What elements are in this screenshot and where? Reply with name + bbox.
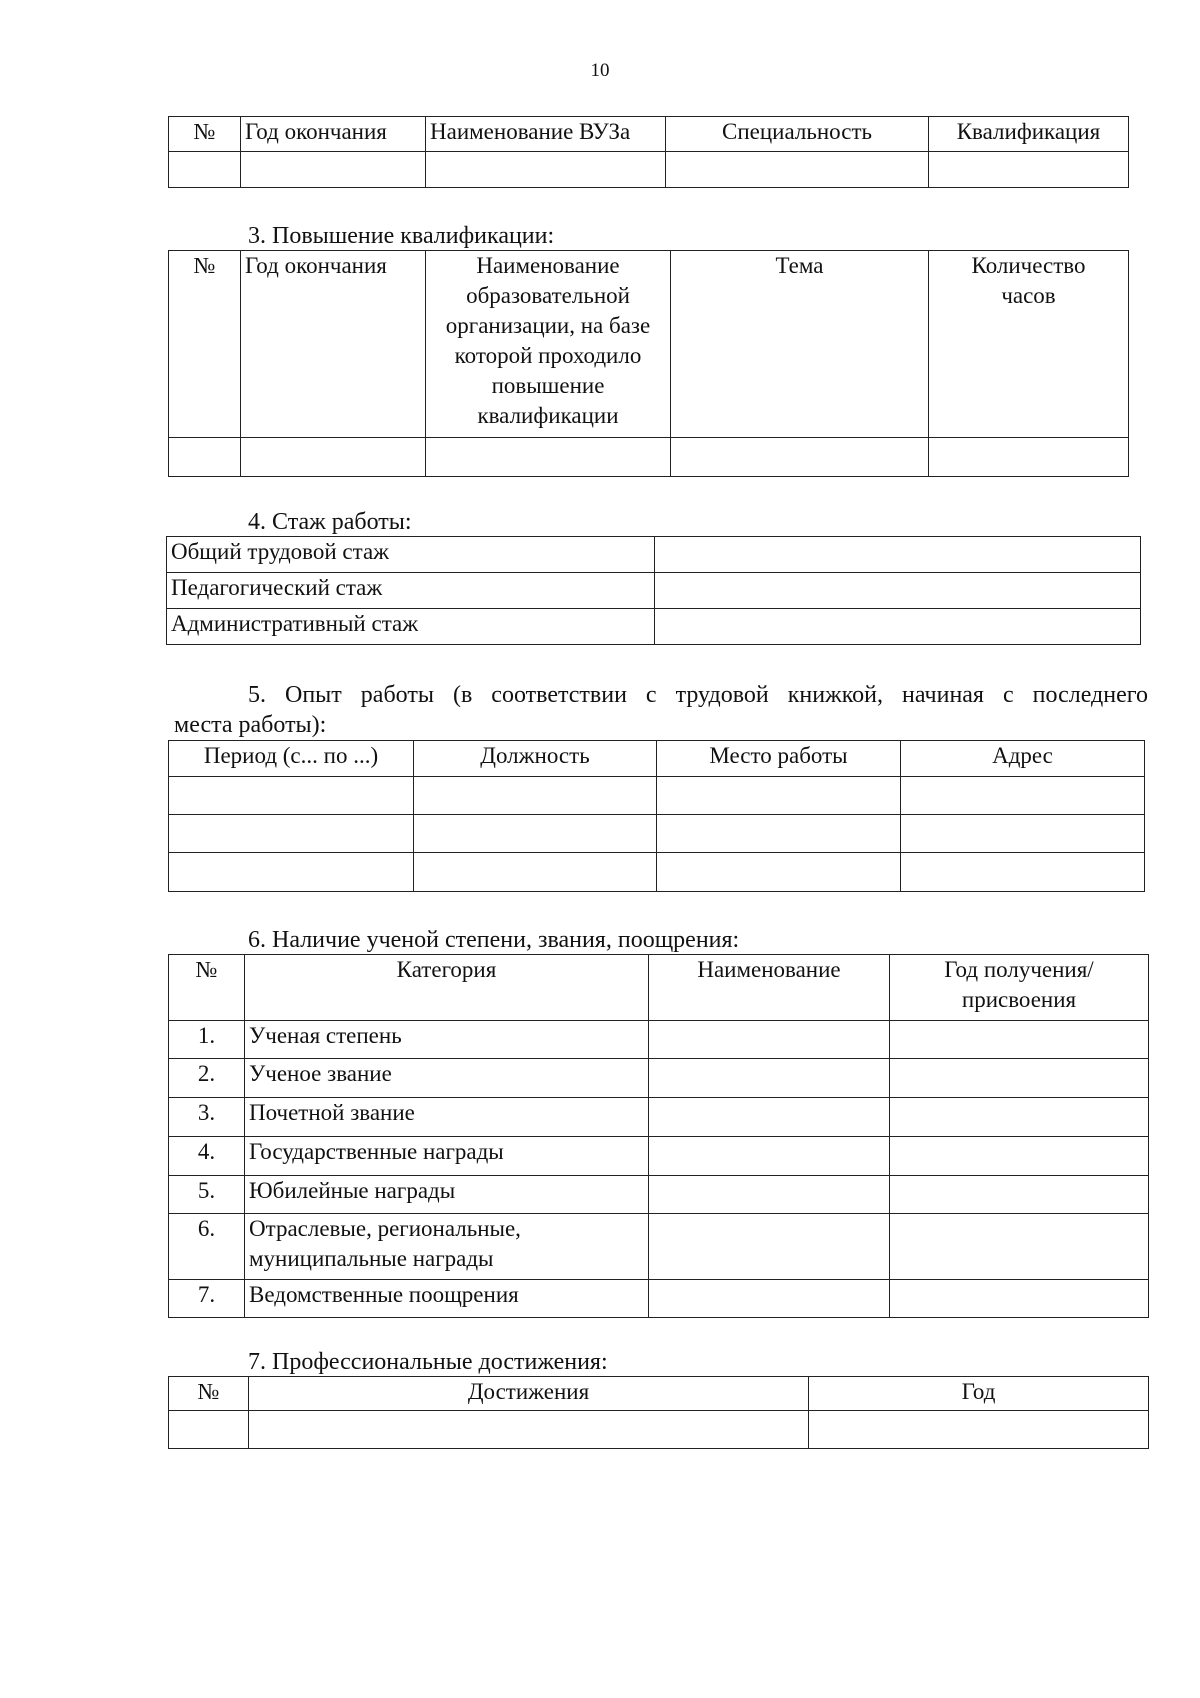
empty-cell[interactable] [649, 1137, 890, 1176]
row-category: Государственные награды [245, 1137, 649, 1176]
header-category: Категория [245, 955, 649, 1021]
empty-cell[interactable] [655, 609, 1141, 645]
row-number: 3. [169, 1098, 245, 1137]
row-category: Ученое звание [245, 1059, 649, 1098]
header-period: Период (с... по ...) [169, 741, 414, 777]
table-row [169, 152, 1129, 188]
header-topic: Тема [671, 251, 929, 438]
header-hours: Количество часов [929, 251, 1129, 438]
empty-cell[interactable] [169, 152, 241, 188]
empty-cell[interactable] [169, 777, 414, 815]
section-title [174, 680, 1148, 740]
empty-cell[interactable] [169, 815, 414, 853]
empty-cell[interactable] [890, 1021, 1149, 1059]
row-category: Юбилейные награды [245, 1176, 649, 1214]
empty-cell[interactable] [890, 1098, 1149, 1137]
table-row [169, 777, 1145, 815]
row-category: Ведомственные поощрения [245, 1280, 649, 1318]
empty-cell[interactable] [929, 438, 1129, 477]
empty-cell[interactable] [655, 573, 1141, 609]
row-number: 2. [169, 1059, 245, 1098]
empty-cell[interactable] [890, 1059, 1149, 1098]
empty-cell[interactable] [649, 1176, 890, 1214]
empty-cell[interactable] [671, 438, 929, 477]
empty-cell[interactable] [901, 853, 1145, 892]
table-row [167, 573, 1141, 609]
row-number: 4. [169, 1137, 245, 1176]
row-number: 6. [169, 1214, 245, 1280]
header-number: № [169, 955, 245, 1021]
empty-cell[interactable] [901, 777, 1145, 815]
empty-cell[interactable] [809, 1411, 1149, 1449]
table-row [167, 537, 1141, 573]
section-title: 3. Повышение квалификации: [248, 223, 555, 249]
empty-cell[interactable] [169, 1411, 249, 1449]
row-number: 7. [169, 1280, 245, 1318]
header-number: № [169, 251, 241, 438]
empty-cell[interactable] [649, 1098, 890, 1137]
empty-cell[interactable] [901, 815, 1145, 853]
empty-cell[interactable] [666, 152, 929, 188]
section-title-line2: места работы): [174, 712, 327, 738]
section-title: 4. Стаж работы: [248, 509, 412, 535]
qualification-upgrade-table [168, 250, 1129, 477]
empty-cell[interactable] [426, 438, 671, 477]
header-graduation-year: Год окончания [241, 117, 426, 152]
empty-cell[interactable] [414, 853, 657, 892]
empty-cell[interactable] [414, 815, 657, 853]
table-row [169, 1411, 1149, 1449]
empty-cell[interactable] [649, 1021, 890, 1059]
row-category: Ученая степень [245, 1021, 649, 1059]
section-title: 7. Профессиональные достижения: [248, 1349, 608, 1375]
header-specialty: Специальность [666, 117, 929, 152]
table-row [167, 609, 1141, 645]
degrees-awards-table [168, 954, 1149, 1318]
row-number: 1. [169, 1021, 245, 1059]
empty-cell[interactable] [890, 1137, 1149, 1176]
table-row [169, 853, 1145, 892]
empty-cell[interactable] [657, 815, 901, 853]
empty-cell[interactable] [649, 1059, 890, 1098]
empty-cell[interactable] [655, 537, 1141, 573]
achievements-table [168, 1376, 1149, 1449]
empty-cell[interactable] [929, 152, 1129, 188]
header-position: Должность [414, 741, 657, 777]
page-number: 10 [590, 60, 610, 81]
row-number: 5. [169, 1176, 245, 1214]
empty-cell[interactable] [890, 1214, 1149, 1280]
header-achievements: Достижения [249, 1377, 809, 1411]
empty-cell[interactable] [657, 853, 901, 892]
empty-cell[interactable] [169, 438, 241, 477]
empty-cell[interactable] [241, 438, 426, 477]
header-address: Адрес [901, 741, 1145, 777]
empty-cell[interactable] [241, 152, 426, 188]
table-row [169, 815, 1145, 853]
header-university-name: Наименование ВУЗа [426, 117, 666, 152]
empty-cell[interactable] [890, 1280, 1149, 1318]
table-row [169, 438, 1129, 477]
header-organization-name: Наименование образовательной организации, на базе которой проходило повышение квалификации [426, 251, 671, 438]
row-category: Отраслевые, региональные, муниципальные награды [245, 1214, 649, 1280]
table-row [169, 1280, 1149, 1318]
empty-cell[interactable] [426, 152, 666, 188]
empty-cell[interactable] [657, 777, 901, 815]
table-row [169, 1098, 1149, 1137]
work-experience-table [166, 536, 1141, 645]
section-title-line1: 5. Опыт работы (в соответствии с трудовой книжкой, начиная с последнего [248, 682, 1148, 708]
empty-cell[interactable] [649, 1214, 890, 1280]
header-graduation-year: Год окончания [241, 251, 426, 438]
row-label: Педагогический стаж [167, 573, 655, 609]
row-label: Административный стаж [167, 609, 655, 645]
empty-cell[interactable] [249, 1411, 809, 1449]
header-name: Наименование [649, 955, 890, 1021]
empty-cell[interactable] [649, 1280, 890, 1318]
empty-cell[interactable] [890, 1176, 1149, 1214]
row-category: Почетной звание [245, 1098, 649, 1137]
education-table [168, 116, 1129, 188]
header-qualification: Квалификация [929, 117, 1129, 152]
employment-history-table [168, 740, 1145, 892]
header-workplace: Место работы [657, 741, 901, 777]
header-year: Год [809, 1377, 1149, 1411]
header-number: № [169, 117, 241, 152]
table-row [169, 1137, 1149, 1176]
header-number: № [169, 1377, 249, 1411]
table-row [169, 1214, 1149, 1280]
empty-cell[interactable] [414, 777, 657, 815]
section-title: 6. Наличие ученой степени, звания, поощрения: [248, 927, 740, 953]
table-row [169, 1059, 1149, 1098]
table-row [169, 1021, 1149, 1059]
header-year-received: Год получения/ присвоения [890, 955, 1149, 1021]
table-row [169, 1176, 1149, 1214]
empty-cell[interactable] [169, 853, 414, 892]
row-label: Общий трудовой стаж [167, 537, 655, 573]
